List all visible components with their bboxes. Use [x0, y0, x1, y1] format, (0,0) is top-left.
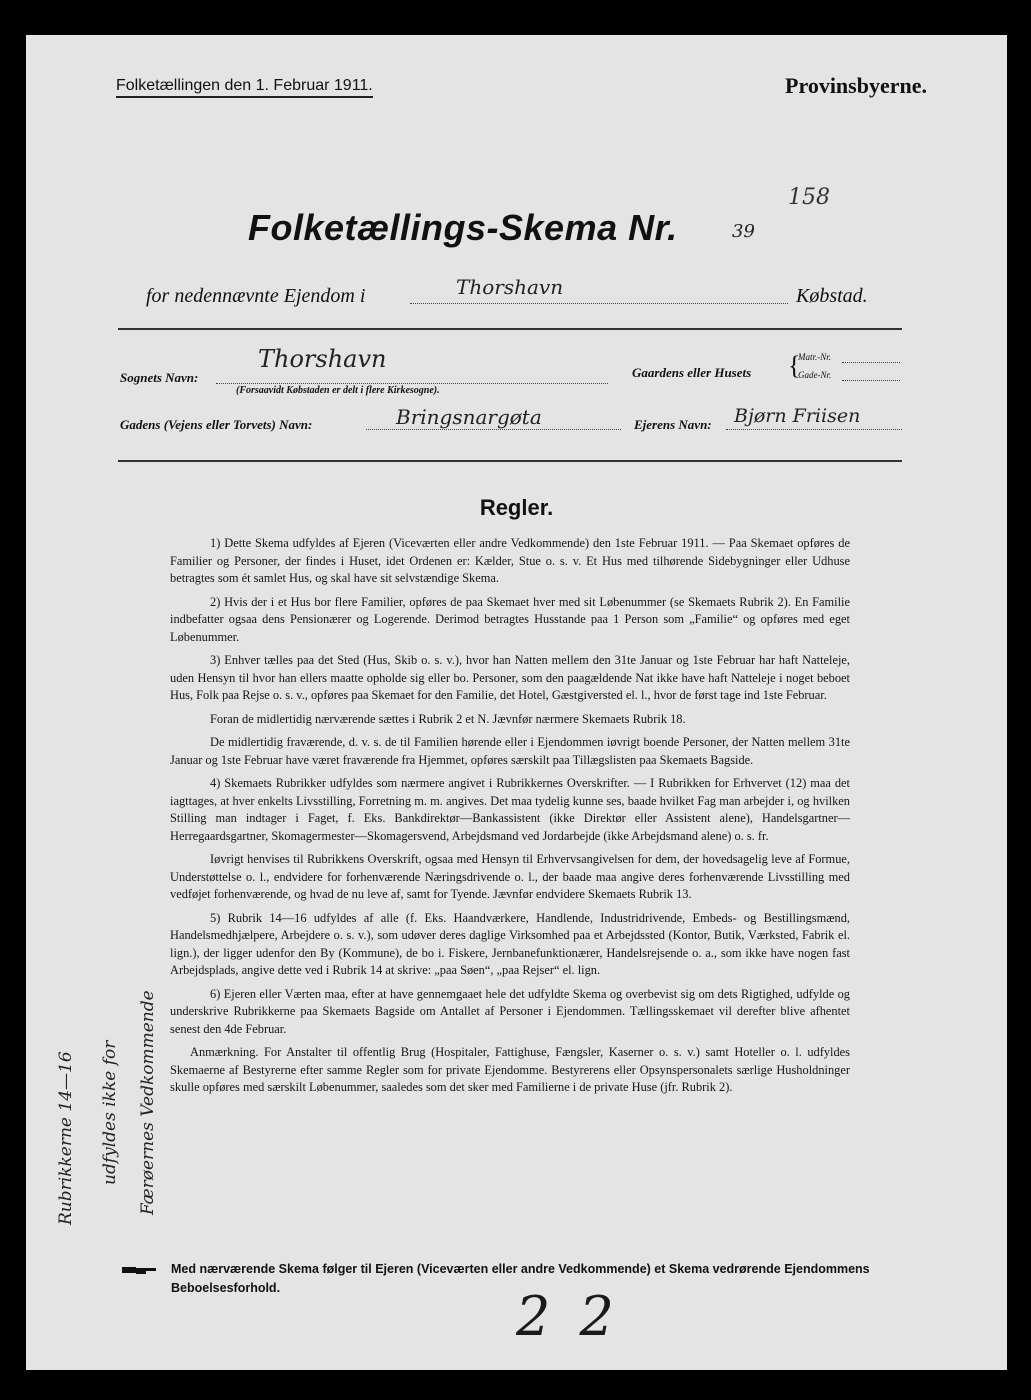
eiendom-line — [410, 303, 788, 304]
census-form-page — [26, 35, 1007, 1370]
gade-value: Bringsnargøta — [396, 405, 542, 429]
ejer-value: Bjørn Friisen — [734, 405, 861, 427]
pointing-hand-icon — [122, 1264, 158, 1276]
ejer-label: Ejerens Navn: — [634, 417, 712, 432]
eiendom-value: Thorshavn — [456, 275, 564, 299]
eiendom-suffix: Købstad. — [796, 285, 868, 307]
rules-heading: Regler. — [479, 495, 554, 520]
matr-label: Matr.-Nr. — [798, 352, 832, 362]
divider-bottom — [118, 460, 902, 462]
sogn-line — [216, 383, 608, 384]
gade-label: Gadens (Vejens eller Torvets) Navn: — [120, 417, 313, 432]
gaard-brace: { — [788, 351, 801, 380]
gaard-label: Gaardens eller Husets — [632, 365, 752, 380]
handwritten-number: 2 2 — [516, 1285, 620, 1348]
form-title: Folketællings-Skema Nr. — [248, 207, 678, 248]
side-note-3: Færøernes Vedkommende — [138, 990, 158, 1215]
rules-body — [170, 535, 850, 1103]
rule-6: 6) Ejeren eller Værten maa, efter at have gennemgaaet hele det udfyldte Skema og overbevist sig om dets Rigtighed, udfylde og underskrive Rubrikkerne paa Skemaets Bagside om Antallet af Personer i Ejendommen. Tællingsskemaet vil derefter blive afhentet senest den 4de Februar. — [170, 986, 850, 1036]
rule-3: 3) Enhver tælles paa det Sted (Hus, Skib o. s. v.), hvor han Natten mellem den 31te Januar og 1ste Februar har haft Natteleje, uden Hensyn til hvor han ellers maatte opholde sig eller bo. Personer, som den paagældende Nat ikke have haft Natteleje i noget beboet Hus, Folk paa Rejse o. s. v., opføres paa Skemaet for den Familie, det Hotel, Gæstgiversted el. l., hvor de først tage ind 1ste Februar. — [170, 653, 850, 702]
eiendom-label: for nedennævnte Ejendom i — [146, 285, 366, 307]
gade-nr-line — [842, 380, 900, 381]
sogn-value: Thorshavn — [258, 345, 387, 373]
sogn-label: Sognets Navn: — [120, 370, 199, 385]
matr-line — [842, 362, 900, 363]
divider-top — [118, 328, 902, 330]
gade-nr-label: Gade-Nr. — [798, 370, 832, 380]
side-note-1: Rubrikkerne 14—16 — [56, 1051, 76, 1225]
rule-2: 2) Hvis der i et Hus bor flere Familier, opføres de paa Skemaet hver med sit Løbenummer (se Skemaets Rubrik 2). En Familie indbefatter ogsaa dens Pensionærer og Logerende. Derimod betragtes Husstande paa 1 Person som „Familie“ og opføres med eget Løbenummer. — [170, 594, 850, 644]
rule-5: 5) Rubrik 14—16 udfyldes af alle (f. Eks. Haandværkere, Handlende, Industridrivende, Embeds- og Bestillingsmænd, Handelsmedhjælpere, Arbejdere o. s. v.), som udøver deres daglige Virksomhed paa et Arbejdssted (Kontor, Butik, Værksted, Fabrik el. lign.), der ligger udenfor den By (Kommune), de bo i. Fiskere, Jernbanefunktionærer, Handelsrejsende o. a., som ikke have nogen fast Arbejdsplads, angive dette ved i Rubrik 14 at skrive: „paa Søen“, „paa Rejser“ el. lign. — [170, 910, 850, 977]
form-number: 39 — [732, 221, 755, 242]
gade-line — [366, 429, 621, 430]
rule-3b: Foran de midlertidig nærværende sættes i Rubrik 2 et N. Jævnfør nærmere Skemaets Rubrik 18. — [210, 711, 686, 726]
rule-4: 4) Skemaets Rubrikker udfyldes som nærmere angivet i Rubrikkernes Overskrifter. — I Rubrikken for Erhvervet (12) maa det iagttages, at hver enkelts Livsstilling, Forretning m. m. angives. Det maa tydelig kunne ses, baade hvilket Fag man arbejder i, og hvilken Stilling man indtager i Faget, f. Eks. Bankdirektør—Bankassistent (ikke Direktør eller Assistent alene), Handelsgartner—Herregaardsgartner, Skomagermester—Skomagersvend, Arbejdsmand ved Jordarbejde (ikke Arbejdsmand alene) o. s. fr. — [170, 776, 850, 843]
header-date: Folketællingen den 1. Februar 1911. — [116, 77, 373, 98]
ejer-line — [726, 429, 902, 430]
side-note-2: udfyldes ikke for — [100, 1040, 120, 1185]
rule-1: 1) Dette Skema udfyldes af Ejeren (Viceværten eller andre Vedkommende) den 1ste Februar 1911. — Paa Skemaet opføres de Familier og Personer, der findes i Huset, idet Ordenen er: Kælder, Stue o. s. v. Et Hus med tilhørende Sidebygninger eller Udhuse betragtes som ét samlet Hus, og skal have sit selvstændige Skema. — [170, 536, 850, 585]
rule-4b: Iøvrigt henvises til Rubrikkens Overskrift, ogsaa med Hensyn til Erhvervsangivelsen for dem, der hovedsagelig leve af Formue, Understøttelse o. l., endvidere for forhenværende Næringsdrivende o. l., der baade maa angive deres forhenværende Livsstilling med vedføjet forhenværende, og hvad de nu leve af, samt for Tyende. Jævnfør endvidere Skemaets Rubrik 13. — [170, 852, 850, 901]
page-number: 158 — [788, 185, 830, 210]
sogn-note: (Forsaavidt Købstaden er delt i flere Kirkesogne). — [236, 385, 440, 396]
rule-3c: De midlertidig fraværende, d. v. s. de til Familien hørende eller i Ejendommen iøvrigt boende Personer, der Natten mellem 31te Januar og 1ste Februar have været fraværende fra Hjemmet, opføres særskilt paa Tillægslisten paa Skemaets Bagside. — [170, 735, 850, 767]
header-region: Provinsbyerne. — [785, 73, 927, 98]
annotation-note: Anmærkning. For Anstalter til offentlig Brug (Hospitaler, Fattighuse, Fængsler, Kaserner o. s. v.) samt Hoteller o. l. udfyldes Skemaerne af Bestyrerne efter samme Regler som for private Ejendomme. Bestyrerens eller Opsynspersonalets særlige Husholdninger skulle opføres med særskilt Løbenummer, saaledes som det sker med Familierne i de private Huse (jfr. Rubrik 2). — [170, 1045, 850, 1094]
footer-note: Med nærværende Skema følger til Ejeren (Viceværten eller andre Vedkommende) et Skema vedrørende Ejendommens Beboelsesforhold. — [171, 1262, 870, 1295]
